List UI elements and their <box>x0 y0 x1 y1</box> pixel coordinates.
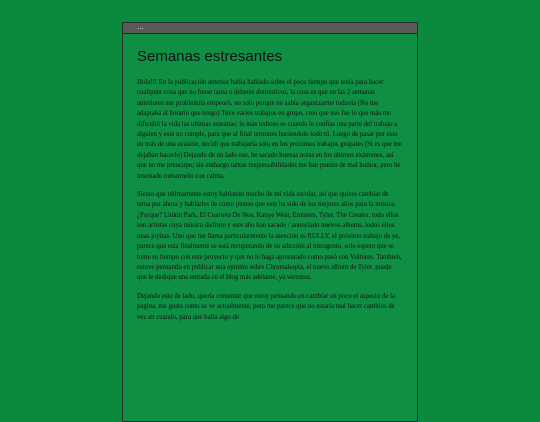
post-paragraph: Dejando esto de lado, quería comentar que estoy pensando en cambiar un poco el aspecto de la pagina, me gusta como se ve actualmente, pero me parece que no estaría mal hacer cambios de vez en cuando, para que halla algo de <box>137 292 395 321</box>
post-body <box>137 78 403 323</box>
post-container <box>122 22 418 422</box>
post-paragraph: Siento que ultimamente estoy hablando mucho de mi vida escolar, así que quiero cambiar de tema por ahora y hablarles de como pienso que este ha sido de los mejores años para la música. ¿Porque? Linkin Park, El Cuarteto De Nos, Kanye West, Eminem, Tyler, The Creator, todo ellos son artistas cuya música disfruto y este año han sacado / anunciado nuevos albums, todos ellos unas joyitas. Uno que me llama particularmente la atención es RULLY, el próximo trabajo de ye, parece que esta finalmente se está recuperando de so adicción al nitrogenio, solo espero que se tome su tiempo con este proyecto y que no le haga apresurado como pasó con Vultures. Tambien, estuve pensando en publicar una opinión sobre Chromakopia, el nuevo album de Tyler, puede que le dedique una entrada en el blog más adelante, ya veremos. <box>137 191 402 282</box>
window-top-bar: ... <box>123 23 417 34</box>
post-content-area <box>123 34 417 323</box>
post-paragraph: Hola!!! En la publicación anterior había hablado sobre el poco tiempo que tenía para hacer cualquier cosa que no fuese tarea o deberes domésticos, la cosa es que en las 2 semanas anteriores ese problemita empeoró, no solo porque no sabía organizarme todavía (No me adaptaba al horario que tengo) Tuve varios trabajos en grupo, creo que eso fue lo que más me dificultó la vida las ultimas semanas; lo más tedioso es cuando le confías una parte del trabajo a alguien y este no cumple, para que al final termines haciendolo todo tú. Luego de pasar por esto en más de una ocasión, decidí que trabajaría solo en los proximos trabajos grupales (Si es que me dejaban hacerlo) Dejando de un lado eso, he sacado buenas notas en los ultimos exámenes, así que no me preocupo; sin embargo tantas responsabilidades me han puesto de mal humor, pero he intentado tomarmelo con calma. <box>137 79 402 180</box>
post-title: Semanas estresantes <box>137 48 283 65</box>
